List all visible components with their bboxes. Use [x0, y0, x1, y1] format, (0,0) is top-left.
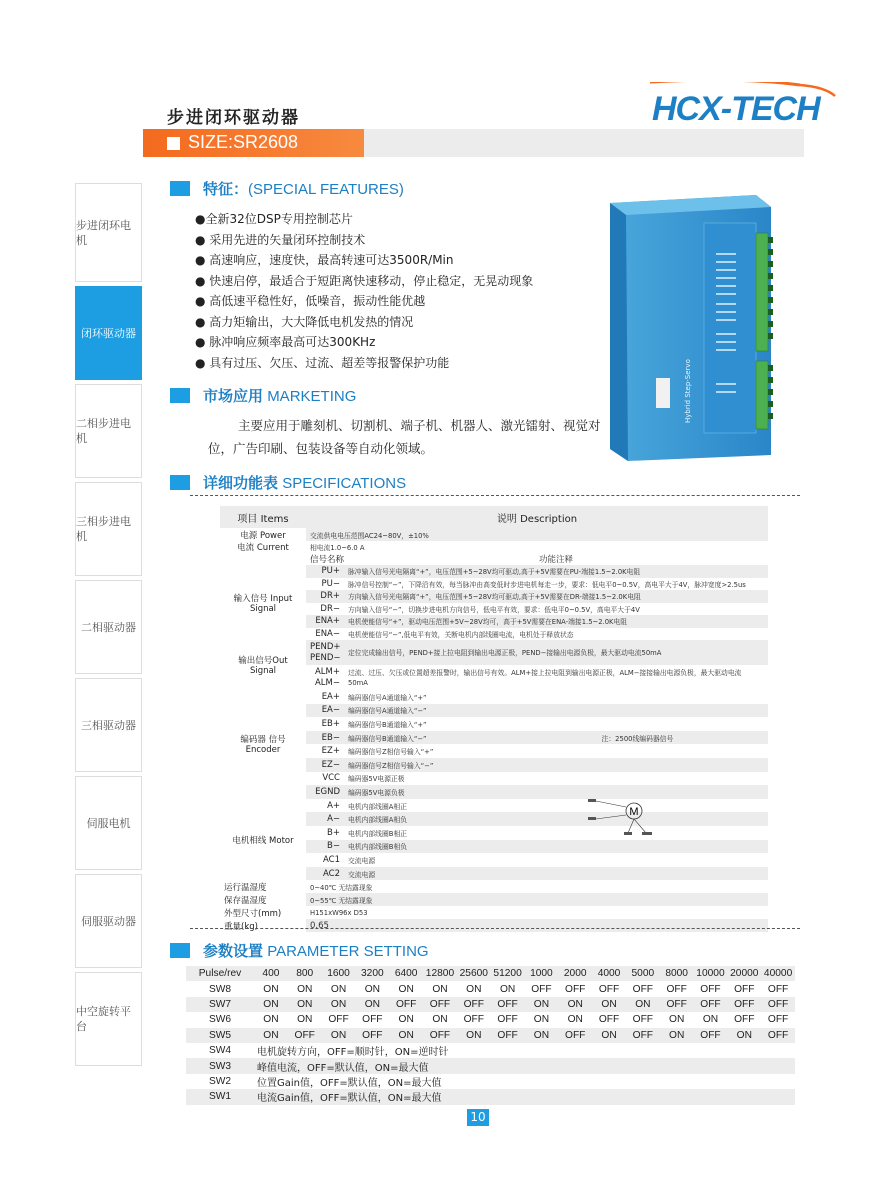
switch-value: ON [432, 1014, 448, 1026]
switch-value: ON [432, 983, 448, 995]
env-label: 外型尺寸(mm) [220, 906, 306, 919]
switch-value: OFF [694, 1028, 728, 1043]
switch-value: OFF [531, 983, 552, 995]
feature-item: ● 具有过压、欠压、过流、超差等报警保护功能 [195, 355, 450, 370]
sidebar-item-closed-loop-motor[interactable] [75, 183, 142, 282]
parameter-table [186, 966, 795, 1105]
motor-symbol: M [629, 806, 639, 818]
signal-name: PEND+ PEND− [306, 640, 344, 665]
sidebar-item-label: 伺服驱动器 [81, 914, 136, 928]
pulse-value: 400 [254, 966, 288, 981]
sidebar-item-label: 三相步进电机 [76, 515, 131, 543]
switch-value: OFF [761, 1028, 795, 1043]
switch-value: ON [297, 983, 313, 995]
divider [190, 928, 800, 929]
env-value: 0~55℃ 无结露现象 [306, 893, 768, 906]
switch-value: OFF [497, 1014, 518, 1026]
sidebar-item-servo-driver[interactable] [75, 874, 142, 968]
sidebar-item-label: 二相步进电机 [76, 417, 131, 445]
switch-label: SW4 [208, 1045, 232, 1057]
switch-value: OFF [761, 997, 795, 1012]
function-note-header: 功能注释 [538, 555, 573, 565]
sidebar-item-servo-motor[interactable] [75, 776, 142, 870]
signal-name: EB+ [321, 718, 340, 729]
switch-value: OFF [767, 1014, 789, 1026]
switch-label: SW6 [208, 1014, 232, 1026]
sidebar [75, 183, 142, 1070]
signal-description: 交流电源 [348, 856, 376, 865]
switch-row [186, 1074, 795, 1089]
signal-description: 电机使能信号“−”,低电平有效，关断电机内部线圈电流，电机处于释放状态 [348, 630, 574, 639]
sidebar-item-2phase-motor[interactable] [75, 384, 142, 478]
switch-value: OFF [727, 997, 761, 1012]
spec-row [220, 640, 768, 665]
switch-value: OFF [355, 1028, 389, 1043]
encoder-note: 注：2500线编码器信号 [601, 734, 674, 743]
switch-value: OFF [700, 983, 721, 995]
signal-name: VCC [322, 773, 340, 784]
env-label: 运行温湿度 [220, 880, 306, 893]
signal-description: 编码器信号A通道输入“−” [344, 704, 768, 718]
switch-value: OFF [457, 997, 491, 1012]
sidebar-item-label: 闭环驱动器 [81, 326, 136, 340]
features-title-cn: 特征： [203, 180, 249, 198]
spec-row [220, 541, 768, 553]
input-signal-label: 输入信号 Input Signal [220, 565, 306, 640]
signal-name: A− [306, 812, 344, 826]
switch-row [186, 981, 795, 996]
switch-description: 位置Gain值，OFF=默认值，ON=最大值 [257, 1077, 442, 1089]
switch-value: OFF [362, 1014, 383, 1026]
features-title-en: (SPECIAL FEATURES) [248, 181, 404, 198]
switch-value: OFF [423, 1028, 457, 1043]
switch-value: ON [457, 1028, 491, 1043]
switch-value: OFF [288, 1028, 322, 1043]
pulse-value: 1000 [525, 966, 559, 981]
signal-name: ENA+ [306, 615, 344, 628]
signal-description: 编码器信号A通道输入“+” [348, 693, 427, 702]
spec-row [220, 528, 768, 541]
switch-value: ON [592, 1028, 626, 1043]
signal-name: PU+ [306, 565, 344, 578]
env-label: 保存温湿度 [220, 893, 306, 906]
params-title-en: PARAMETER SETTING [267, 943, 429, 960]
switch-value: ON [558, 997, 592, 1012]
divider [190, 495, 800, 496]
switch-value: OFF [694, 997, 728, 1012]
switch-value: ON [660, 1028, 694, 1043]
switch-value: ON [322, 997, 356, 1012]
switch-label: SW1 [186, 1089, 254, 1104]
features-heading [170, 178, 404, 199]
signal-description: 编码器信号B通道输入“−” 注：2500线编码器信号 [344, 731, 768, 745]
switch-value: ON [322, 1028, 356, 1043]
pulse-value: 51200 [491, 966, 525, 981]
page-number: 10 [467, 1109, 489, 1126]
switch-label: SW7 [186, 997, 254, 1012]
switch-value: OFF [632, 983, 654, 995]
pulse-value: 2000 [558, 966, 592, 981]
signal-description: 编码器5V电源负极 [344, 785, 768, 799]
switch-row [186, 1089, 795, 1104]
switch-description: 峰值电流，OFF=默认值，ON=最大值 [254, 1058, 795, 1073]
switch-value: OFF [558, 1028, 592, 1043]
switch-label: SW8 [208, 983, 232, 995]
section-marker [170, 181, 190, 196]
signal-name: PU− [321, 578, 340, 589]
current-value: 相电流1.0~6.0 A [310, 544, 365, 552]
signal-description: 交流电源 [344, 867, 768, 881]
feature-item: ● 采用先进的矢量闭环控制技术 [195, 232, 366, 247]
pulse-value: 6400 [389, 966, 423, 981]
pulse-header-row [186, 966, 795, 981]
switch-value: OFF [491, 1028, 525, 1043]
switch-value: OFF [463, 1014, 484, 1026]
signal-description: 电机使能信号“+”，驱动电压范围+5V~28V均可，高于+5V需要在ENA-端接1.5~2.0K电阻 [344, 615, 768, 628]
switch-row [186, 1058, 795, 1073]
feature-item: ● 快速启停，最适合于短距离快速移动，停止稳定，无晃动现象 [195, 273, 534, 288]
sidebar-item-label: 二相驱动器 [81, 620, 136, 634]
signal-name: AC1 [322, 854, 340, 865]
section-marker [170, 943, 190, 958]
switch-row [186, 1043, 795, 1058]
spec-row [220, 893, 768, 906]
blank-cell [220, 553, 306, 565]
switch-value: ON [263, 983, 279, 995]
pulse-value: 25600 [457, 966, 491, 981]
switch-value: ON [533, 1014, 550, 1026]
signal-description: 方向输入信号“−”，切换步进电机方向信号，低电平有效，要求：低电平0~0.5V，高电平大于4V [348, 605, 640, 614]
sidebar-item-label: 步进闭环电机 [76, 218, 131, 247]
sidebar-item-hollow-platform[interactable] [75, 972, 142, 1066]
switch-description: 电机旋转方向，OFF=顺时针，ON=逆时针 [257, 1047, 449, 1059]
signal-name: ALM+ ALM− [314, 666, 340, 688]
marketing-title-cn: 市场应用 [203, 387, 264, 405]
switch-value: ON [499, 983, 516, 995]
signal-description: 电机内部线圈B相正 [348, 829, 408, 838]
brand-logo [650, 82, 836, 124]
pulse-value: 40000 [761, 966, 795, 981]
signal-name: EB− [306, 731, 344, 745]
switch-value: OFF [626, 1028, 660, 1043]
switch-value: OFF [423, 997, 457, 1012]
motor-label: 电机相线 Motor [220, 799, 306, 881]
signal-description: 编码器信号B通道输入“+” [348, 720, 427, 729]
feature-item: ● 脉冲响应频率最高可达300KHz [195, 335, 376, 349]
sidebar-item-2phase-driver[interactable] [75, 580, 142, 674]
signal-name: EZ− [306, 758, 344, 772]
signal-name: B− [306, 840, 344, 854]
pulse-value: 800 [288, 966, 322, 981]
signal-name: ENA− [315, 628, 340, 639]
signal-description: 脉冲输入信号光电隔离“+”，电压范围+5~28V均可驱动,高于+5V需要在PU-端接1.5~2.0K电阻 [344, 565, 768, 578]
switch-value: OFF [598, 1014, 620, 1026]
specs-heading [170, 472, 406, 493]
size-banner [143, 129, 364, 157]
pulse-value: 10000 [694, 966, 728, 981]
switch-row [186, 1028, 795, 1043]
page-title: 步进闭环驱动器 [167, 108, 300, 128]
sidebar-item-label: 中空旋转平台 [76, 1005, 131, 1033]
signal-name: EA− [306, 704, 344, 718]
motor-wiring-diagram [586, 797, 662, 837]
switch-value: ON [297, 1014, 313, 1026]
switch-value: ON [288, 997, 322, 1012]
spec-row [220, 906, 768, 919]
params-heading [170, 940, 429, 961]
col-items-header: 项目 Items [220, 506, 306, 528]
env-label: 重量(kg) [220, 919, 306, 932]
logo-text: HCX-TECH [652, 90, 820, 124]
pulse-value: 5000 [626, 966, 660, 981]
switch-value: OFF [660, 997, 694, 1012]
switch-value: ON [254, 1028, 288, 1043]
signal-name: AC2 [306, 867, 344, 881]
sidebar-item-label: 伺服电机 [86, 816, 131, 830]
params-title-cn: 参数设置 [203, 942, 264, 960]
spec-row [220, 880, 768, 893]
svg-text:Hybrid Step-Servo: Hybrid Step-Servo [684, 359, 692, 423]
env-value: H151xW96x D53 [310, 908, 368, 917]
signal-description: 编码器5V电源正极 [348, 775, 405, 784]
switch-value: OFF [767, 983, 789, 995]
feature-item: ● 高速响应，速度快，最高转速可达3500R/Min [195, 253, 454, 267]
spec-row [220, 553, 768, 565]
switch-value: ON [364, 983, 380, 995]
pulse-value: 8000 [660, 966, 694, 981]
switch-value: ON [466, 983, 482, 995]
switch-row [186, 997, 795, 1012]
signal-description: 编码器信号Z相信号输入“−” [344, 758, 768, 772]
switch-label: SW3 [186, 1058, 254, 1073]
signal-name: EGND [306, 785, 344, 799]
switch-value: OFF [632, 1014, 654, 1026]
signal-description: 脉冲信号控制“−”，下降沿有效，每当脉冲由高变低时步进电机每走一步，要求：低电平0~0.5V，高电平大于4V，脉冲宽度>2.5us [348, 580, 746, 589]
signal-name: DR+ [306, 590, 344, 603]
pulse-value: 1600 [322, 966, 356, 981]
marketing-text: 主要应用于雕刻机、切割机、端子机、机器人、激光镭射、视觉对位，广告印刷、包装设备等自动化领域。 [208, 418, 601, 456]
specifications-table [220, 506, 768, 932]
marketing-heading [170, 385, 356, 406]
switch-value: ON [330, 983, 347, 995]
driver-product-image [606, 193, 804, 462]
switch-value: ON [355, 997, 389, 1012]
switch-value: ON [592, 997, 626, 1012]
pulse-rev-label: Pulse/rev [186, 966, 254, 981]
spec-row [220, 506, 768, 528]
signal-description: 定位完成输出信号，PEND+接上拉电阻到输出电源正极，PEND−接输出电源负极，最大驱动电流50mA [344, 640, 768, 665]
signal-description: 编码器信号Z相信号输入“+” [348, 748, 434, 757]
switch-value: OFF [491, 997, 525, 1012]
switch-value: ON [389, 1028, 423, 1043]
switch-value: ON [525, 997, 559, 1012]
env-value: 0.65 [306, 919, 768, 932]
switch-value: OFF [565, 983, 586, 995]
switch-value: OFF [734, 1014, 755, 1026]
signal-name: DR− [320, 603, 340, 614]
power-value: 交流供电电压范围AC24~80V，±10% [306, 528, 768, 541]
signal-name: A+ [327, 800, 340, 811]
power-label: 电源 Power [240, 530, 286, 541]
switch-value: OFF [666, 983, 687, 995]
sidebar-item-3phase-driver[interactable] [75, 678, 142, 772]
switch-value: OFF [598, 983, 620, 995]
current-label: 电流 Current [237, 543, 289, 553]
switch-value: ON [669, 1014, 685, 1026]
switch-value: ON [727, 1028, 761, 1043]
size-label: SIZE:SR2608 [188, 132, 299, 152]
switch-value: ON [398, 1014, 414, 1026]
signal-name-header: 信号名称 [310, 555, 344, 565]
env-value: 0~40℃ 无结露现象 [310, 883, 373, 892]
signal-description: 过流、过压、欠压或位置超差报警时，输出信号有效。ALM+接上拉电阻到输出电源正极，ALM−接接输出电源负极，最大驱动电流 50mA [348, 668, 742, 687]
switch-value: ON [254, 997, 288, 1012]
signal-name: B+ [327, 827, 340, 838]
section-marker [170, 475, 190, 490]
sidebar-item-label: 三相驱动器 [81, 718, 136, 732]
switch-value: OFF [328, 1014, 349, 1026]
switch-value: ON [626, 997, 660, 1012]
pulse-value: 3200 [355, 966, 389, 981]
section-marker [170, 388, 190, 403]
features-list [195, 209, 533, 373]
switch-description: 电流Gain值，OFF=默认值，ON=最大值 [254, 1089, 795, 1104]
signal-description: 电机内部线圈B相负 [344, 840, 768, 854]
pulse-value: 20000 [727, 966, 761, 981]
switch-row [186, 1012, 795, 1027]
specs-title-cn: 详细功能表 [203, 474, 279, 492]
sidebar-item-closed-loop-driver[interactable] [75, 286, 142, 380]
switch-value: OFF [734, 983, 755, 995]
output-signal-label: 输出信号Out Signal [220, 640, 306, 690]
signal-description: 电机内部线圈A相负 [344, 812, 768, 826]
col-description-header: 说明 Description [306, 506, 768, 528]
spec-row [220, 799, 768, 813]
switch-value: ON [525, 1028, 559, 1043]
sidebar-item-3phase-motor[interactable] [75, 482, 142, 576]
switch-value: ON [567, 1014, 583, 1026]
signal-description: 方向输入信号光电隔离“+”，电压范围+5~28V均可驱动,高于+5V需要在DR-端接1.5~2.0K电阻 [344, 590, 768, 603]
marketing-title-en: MARKETING [267, 388, 357, 405]
switch-label: SW2 [208, 1075, 232, 1087]
spec-row [220, 690, 768, 704]
signal-name: EZ+ [321, 746, 340, 757]
feature-item: ● 高力矩输出，大大降低电机发热的情况 [195, 314, 414, 329]
switch-value: ON [702, 1014, 719, 1026]
feature-item: ●全新32位DSP专用控制芯片 [195, 212, 353, 226]
feature-item: ● 高低速平稳性好，低噪音，振动性能优越 [195, 294, 426, 308]
spec-row [220, 919, 768, 932]
specs-title-en: SPECIFICATIONS [282, 475, 407, 492]
signal-description: 电机内部线圈A相正 [348, 802, 408, 811]
switch-value: ON [398, 983, 414, 995]
encoder-label: 编码器 信号 Encoder [220, 690, 306, 799]
spec-row [220, 565, 768, 578]
pulse-value: 12800 [423, 966, 457, 981]
pulse-value: 4000 [592, 966, 626, 981]
size-square-icon [167, 137, 180, 150]
switch-value: OFF [389, 997, 423, 1012]
switch-value: ON [263, 1014, 279, 1026]
switch-label: SW5 [186, 1028, 254, 1043]
signal-name: EA+ [321, 691, 340, 702]
